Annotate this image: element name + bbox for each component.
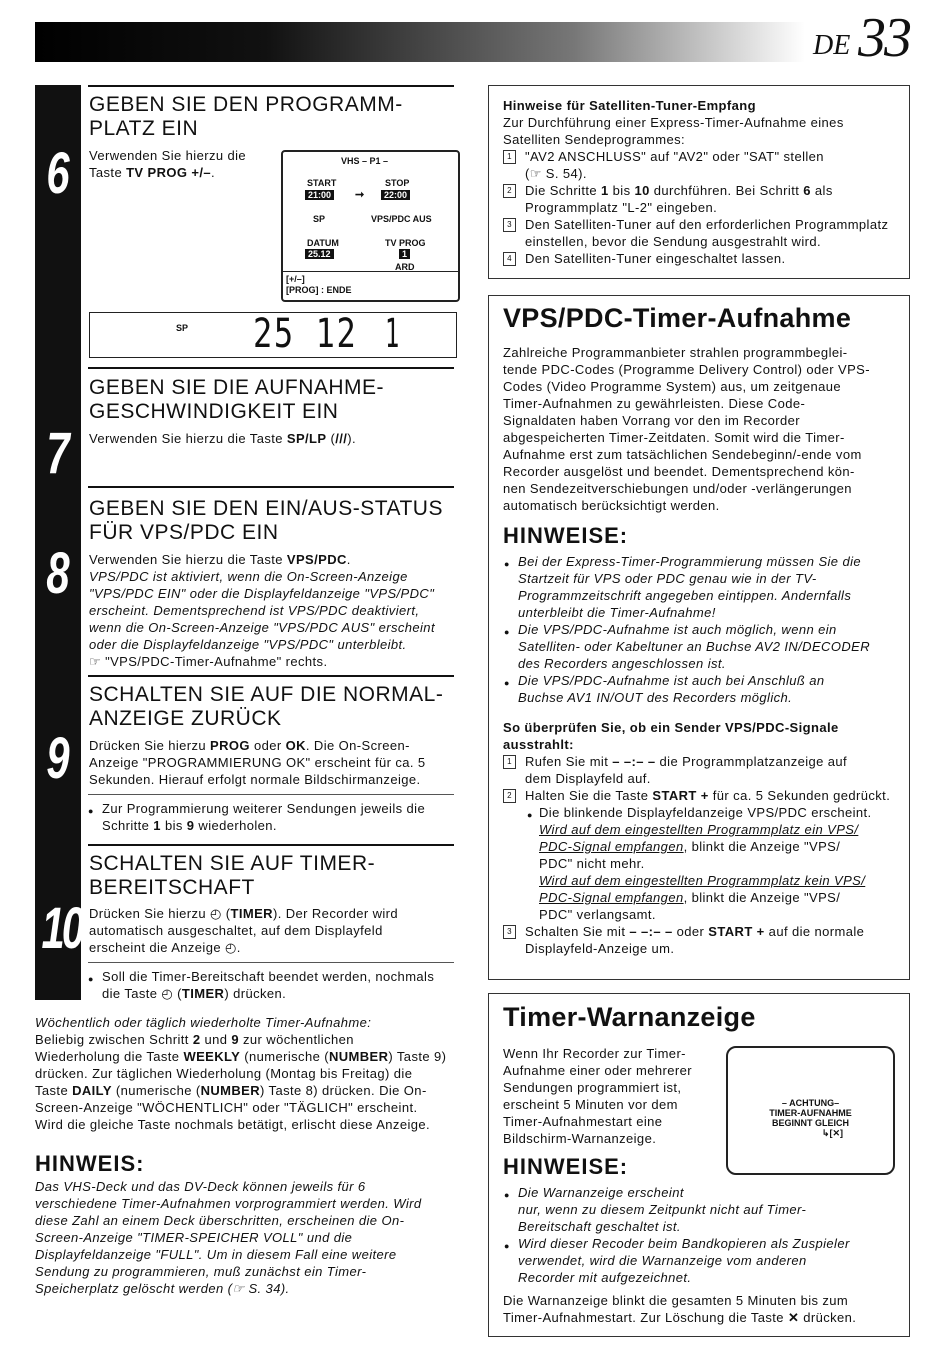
step-10-note: ● Soll die Timer-Bereitschaft beendet werden, nochmals die Taste ◴ (TIMER) drücken.: [102, 968, 434, 1002]
vps-check: So überprüfen Sie, ob ein Sender VPS/PDC-Signale ausstrahlt: 1 Rufen Sie mit – –:– – die Programmplatzanzeige auf dem Displayfeld auf. 2 Halten Sie die Taste START + für ca. 5 Sekunden gedrückt. ● Die blinkende Displayfeldanzeige VPS/PDC erscheint. Wird auf dem eingestellten Programmplatz ein VPS/ PDC-Signal empfangen, blinkt die Anzeige "VPS/ PDC" nicht mehr. Wird auf dem eingestellten Programmplatz kein VPS/ PDC-Signal empfangen, blinkt die Anzeige "VPS/ PDC" verlangsamt. 3 Schalten Sie mit – –:– – oder START + auf die normale Displayfeld-Anzeige um.: [503, 720, 891, 956]
divider: [88, 844, 454, 846]
reference-icon: ☞: [89, 654, 106, 669]
step-number-9: 9: [46, 726, 70, 791]
timer-warning-title: Timer-Warnanzeige: [503, 1002, 756, 1032]
speed-icon: ///: [335, 431, 348, 446]
cancel-icon: ↳: [821, 1128, 830, 1138]
step-9-title: SCHALTEN SIE AUF DIE NORMAL- ANZEIGE ZURÜCK: [89, 683, 444, 730]
reference-icon: (☞: [525, 166, 542, 181]
step-9-note: ● Zur Programmierung weiterer Sendungen jeweils die Schritte 1 bis 9 wiederholen.: [102, 800, 425, 834]
hinweis-text: Das VHS-Deck und das DV-Deck können jeweils für 6 verschiedene Timer-Aufnahmen vorprogrammiert werden. Wird diese Zahl an einem Deck überschritten, erscheinen die On- Screen-Anzeige "TIMER-SPEICHER VOLL" und die Displayfeldanzeige "FULL". Um in diesem Fall eine weitere Sendung zu programmieren, muß zunächst ein Timer- Speicherplatz gelöscht werden (☞ S. 34).: [35, 1179, 422, 1296]
display-panel: SP 25 12 1: [89, 312, 457, 358]
step-number-8: 8: [46, 541, 70, 606]
arrow-icon: ➞: [355, 189, 365, 201]
tv-screen: – ACHTUNG– TIMER-AUFNAHME BEGINNT GLEICH ↳[✕]: [726, 1046, 895, 1175]
divider: [88, 675, 454, 677]
step-9-body: Drücken Sie hierzu PROG oder OK. Die On-Screen- Anzeige "PROGRAMMIERUNG OK" erscheint für ca. 5 Sekunden. Hierauf erfolgt normale Bildschirmanzeige.: [89, 738, 426, 787]
step-6-body: Verwenden Sie hierzu die Taste TV PROG +/–.: [89, 148, 247, 180]
satellite-hints: Hinweise für Satelliten-Tuner-Empfang Zur Durchführung einer Express-Timer-Aufnahme eines Satelliten Sendeprogrammes: 1 "AV2 ANSCHLUSS" auf "AV2" oder "SAT" stellen (☞ S. 54). 2 Die Schritte 1 bis 10 durchführen. Bei Schritt 6 als Programmplatz "L-2" eingeben. 3 Den Satelliten-Tuner auf den erforderlichen Programmplatz einstellen, bevor die Sendung ausgestrahlt wird. 4 Den Satelliten-Tuner eingeschaltet lassen.: [503, 98, 889, 266]
header-language: DE: [813, 30, 851, 61]
divider: [88, 486, 454, 488]
step-number-7: 7: [46, 421, 70, 486]
vps-hinweise-list: ● Bei der Express-Timer-Programmierung müssen Sie die Startzeit für VPS oder PDC genau wie in der TV- Programmzeitschrift angegeben eintippen. Andernfalls unterbleibt die Timer-Aufnahme! ● Die VPS/PDC-Aufnahme ist auch möglich, wenn ein Satelliten- oder Kabeltuner an Buchse AV2 IN/DECODER des Recorders angeschlossen ist. ● Die VPS/PDC-Aufnahme ist auch bei Anschluß an Buchse AV1 IN/OUT des Recorders möglich.: [518, 553, 903, 706]
header-bar: [35, 22, 805, 62]
step-6-title: GEBEN SIE DEN PROGRAMM- PLATZ EIN: [89, 93, 403, 140]
timer-warning-footer: Die Warnanzeige blinkt die gesamten 5 Minuten bis zum Timer-Aufnahmestart. Zur Löschung die Taste ✕ drücken.: [503, 1293, 857, 1325]
vps-hinweise-title: HINWEISE:: [503, 523, 629, 548]
warn-hinweise-list: ● Die Warnanzeige erscheint nur, wenn zu diesem Zeitpunkt nicht auf Timer- Bereitschaft geschaltet ist. ● Wird dieser Recoder beim Bandkopieren als Zuspieler verwendet, wird die Warnanzeige vom anderen Recorder mit aufgezeichnet.: [518, 1184, 903, 1286]
step-8-body: Verwenden Sie hierzu die Taste VPS/PDC. VPS/PDC ist aktiviert, wenn die On-Screen-Anzeige "VPS/PDC EIN" oder die Displayfeldanzeige "VPS/PDC" erscheint. Dementsprechend ist VPS/PDC deaktiviert, wenn die On-Screen-Anzeige "VPS/PDC AUS" erscheint oder die Displayfeldanzeige "VPS/PDC" unterbleibt. ☞ "VPS/PDC-Timer-Aufnahme" rechts.: [89, 552, 435, 669]
timer-icon: ◴ (: [210, 906, 231, 921]
cancel-x-icon: ✕: [787, 1310, 800, 1325]
step-10-title: SCHALTEN SIE AUF TIMER- BEREITSCHAFT: [89, 852, 376, 899]
step-10-body: Drücken Sie hierzu ◴ (TIMER). Der Recorder wird automatisch ausgeschaltet, auf dem Displayfeld erscheint die Anzeige ◴.: [89, 906, 399, 955]
divider: [88, 367, 454, 369]
timer-icon: ◴.: [225, 940, 241, 955]
page-number: 33: [858, 7, 910, 69]
step-number-6: 6: [46, 141, 70, 206]
hinweis-title: HINWEIS:: [35, 1151, 145, 1176]
timer-warning-intro: Wenn Ihr Recorder zur Timer- Aufnahme einer oder mehrerer Sendungen programmiert ist, erscheint 5 Minuten vor dem Timer-Aufnahmestart eine Bildschirm-Warnanzeige.: [503, 1046, 692, 1146]
reference-icon: ☞: [232, 1281, 245, 1296]
timer-icon: ◴ (: [161, 986, 182, 1001]
warn-hinweise-title: HINWEISE:: [503, 1154, 629, 1179]
divider: [88, 962, 454, 963]
vps-pdc-intro: Zahlreiche Programmanbieter strahlen programmbeglei- tende PDC-Codes (Programme Delivery Control) oder VPS- Codes (Video Programme System) aus, um zeitgenaue Timer-Aufnahmen zu gewährleisten. Diese Code- Signaldaten haben Vorrang vor den im Recorder abgespeicherten Timer-Zeitdaten. Somit wird die Timer- Aufnahme erst zum tatsächlichen Sendebeginn/-ende vom Recorder ausgelöst und beendet. Dementsprechend kön- nen Sendezeitverschiebungen und/oder -verlängerungen automatisch berücksichtigt werden.: [503, 345, 870, 513]
weekly-daily-text: Wöchentlich oder täglich wiederholte Timer-Aufnahme: Beliebig zwischen Schritt 2 und 9 zur wöchentlichen Wiederholung die Taste WEEKLY (numerische (NUMBER) Taste 9) drücken. Zur täglichen Wiederholung (Montag bis Freitag) die Taste DAILY (numerische (NUMBER) Taste 8) drücken. Die On- Screen-Anzeige "WÖCHENTLICH" oder "TÄGLICH" erscheint. Wird die gleiche Taste nochmals betätigt, erlischt diese Anzeige.: [35, 1015, 447, 1132]
step-8-title: GEBEN SIE DEN EIN/AUS-STATUS FÜR VPS/PDC EIN: [89, 497, 443, 544]
step-7-body: Verwenden Sie hierzu die Taste SP/LP (///).: [89, 431, 357, 446]
divider: [88, 85, 454, 87]
vps-pdc-title: VPS/PDC-Timer-Aufnahme: [503, 303, 852, 333]
osd-screen: VHS – P1 – START 21:00 ➞ STOP 22:00 SP VPS/PDC AUS DATUM 25.12 TV PROG 1 ARD [+/–] [PROG] : ENDE: [281, 150, 460, 302]
step-number-10: 10: [41, 896, 83, 961]
divider: [88, 794, 454, 795]
step-7-title: GEBEN SIE DIE AUFNAHME- GESCHWINDIGKEIT EIN: [89, 376, 385, 423]
